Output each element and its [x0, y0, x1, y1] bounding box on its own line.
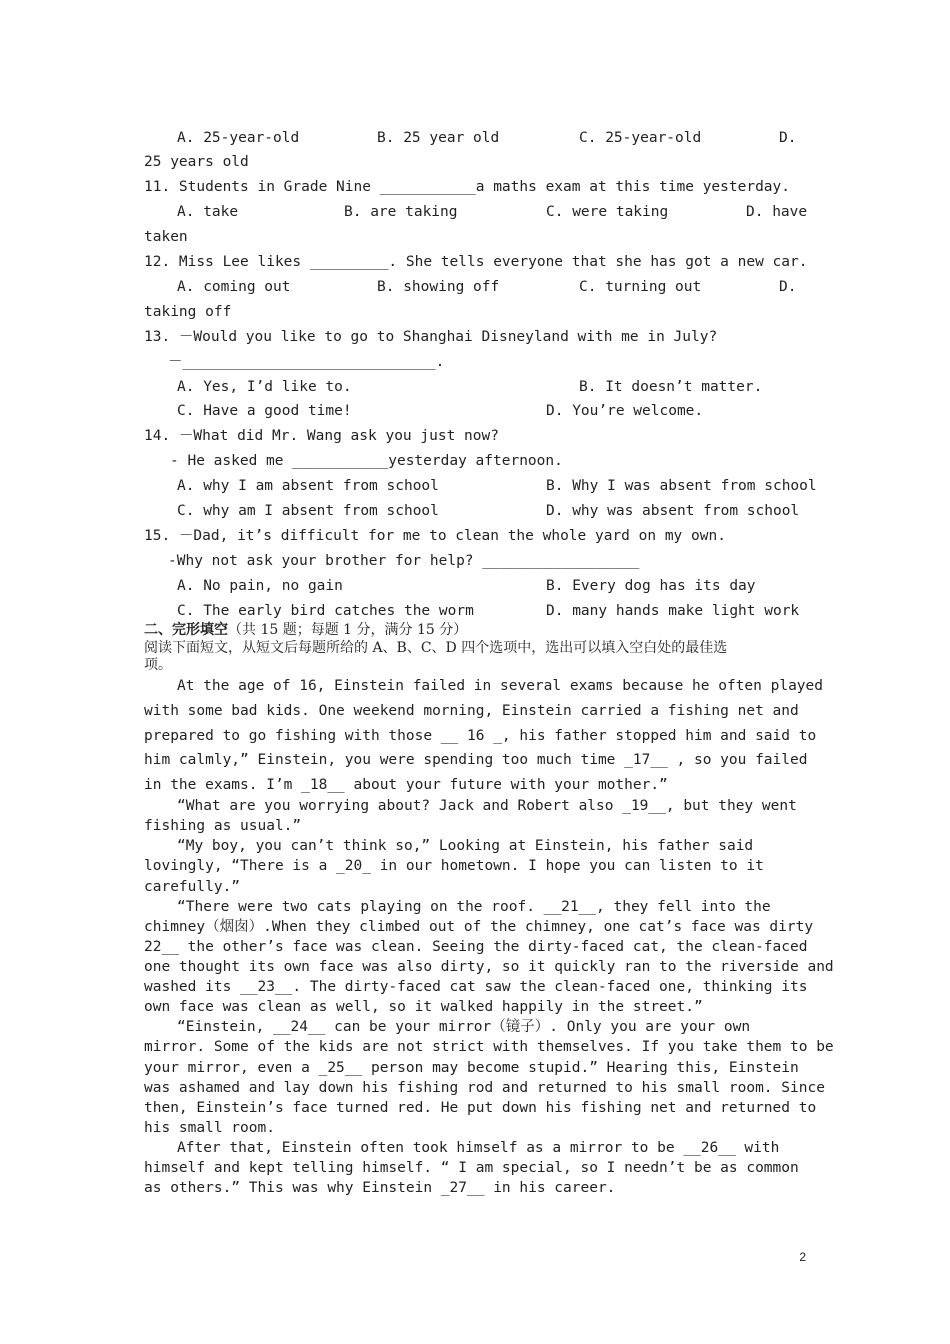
passage-line: in the exams. I’m _18__ about your future with your mother.”	[144, 777, 668, 793]
page-number: 2	[799, 1250, 806, 1264]
passage-line: fishing as usual.”	[144, 818, 302, 834]
passage-line: your mirror, even a _25__ person may become stupid.” Hearing this, Einstein	[144, 1060, 799, 1076]
q10-option-d: D.	[779, 130, 797, 146]
q12-option-a: A. coming out	[177, 279, 291, 295]
q13-reply: －_____________________________.	[168, 354, 445, 370]
passage-line: lovingly, “There is a _20_ in our hometown. I hope you can listen to it	[144, 858, 764, 874]
q11-option-a: A. take	[177, 204, 239, 220]
passage-line: himself and kept telling himself. “ I am special, so I needn’t be as common	[144, 1160, 799, 1176]
q11-option-d: D. have	[746, 204, 808, 220]
passage-line: “Einstein, __24__ can be your mirror（镜子）. Only you are your own	[177, 1019, 751, 1035]
q11-option-c: C. were taking	[546, 204, 669, 220]
q10-option-d-wrap: 25 years old	[144, 154, 249, 170]
passage-line: prepared to go fishing with those __ 16 _, his father stopped him and said to	[144, 728, 817, 744]
q12-option-c: C. turning out	[579, 279, 702, 295]
q13-option-d: D. You’re welcome.	[546, 403, 704, 419]
q15-option-c: C. The early bird catches the worm	[177, 603, 474, 619]
passage-line: At the age of 16, Einstein failed in several exams because he often played	[177, 678, 824, 694]
q13-stem: 13. －Would you like to go to Shanghai Disneyland with me in July?	[144, 329, 718, 345]
passage-line: mirror. Some of the kids are not strict with themselves. If you take them to be	[144, 1039, 834, 1055]
q14-option-d: D. why was absent from school	[546, 503, 800, 519]
passage-line: him calmly,” Einstein, you were spending too much time _17__ , so you failed	[144, 752, 808, 768]
section-heading-note: （共 15 题；每题 1 分，满分 15 分）	[228, 622, 468, 638]
q14-stem: 14. －What did Mr. Wang ask you just now?	[144, 428, 499, 444]
q14-reply: - He asked me ___________yesterday afternoon.	[170, 453, 563, 469]
q13-option-a: A. Yes, I’d like to.	[177, 379, 352, 395]
passage-line: own face was clean as well, so it walked happily in the street.”	[144, 999, 703, 1015]
passage-line: 22__ the other’s face was clean. Seeing the dirty-faced cat, the clean-faced	[144, 939, 808, 955]
section-instruction-line-1: 阅读下面短文，从短文后每题所给的 A、B、C、D 四个选项中，选出可以填入空白处的最佳选	[144, 640, 728, 656]
passage-line: “There were two cats playing on the roof. __21__, they fell into the	[177, 899, 771, 915]
q11-option-d-wrap: taken	[144, 229, 188, 245]
passage-line: washed its __23__. The dirty-faced cat saw the clean-faced one, thinking its	[144, 979, 808, 995]
q14-option-c: C. why am I absent from school	[177, 503, 439, 519]
q12-option-d: D.	[779, 279, 797, 295]
q10-option-c: C. 25-year-old	[579, 130, 702, 146]
passage-line: his small room.	[144, 1120, 275, 1136]
q10-option-b: B. 25 year old	[377, 130, 500, 146]
q14-option-b: B. Why I was absent from school	[546, 478, 817, 494]
passage-line: “What are you worrying about? Jack and Robert also _19__, but they went	[177, 798, 797, 814]
passage-line: carefully.”	[144, 879, 241, 895]
q12-option-b: B. showing off	[377, 279, 500, 295]
q11-stem: 11. Students in Grade Nine ___________a maths exam at this time yesterday.	[144, 179, 791, 195]
section-instruction-line-2: 项。	[144, 657, 172, 673]
q11-option-b: B. are taking	[344, 204, 458, 220]
q15-option-a: A. No pain, no gain	[177, 578, 343, 594]
q10-option-a: A. 25-year-old	[177, 130, 300, 146]
passage-line: After that, Einstein often took himself as a mirror to be __26__ with	[177, 1140, 780, 1156]
q15-option-d: D. many hands make light work	[546, 603, 800, 619]
q13-option-c: C. Have a good time!	[177, 403, 352, 419]
passage-line: then, Einstein’s face turned red. He put down his fishing net and returned to	[144, 1100, 817, 1116]
passage-line: as others.” This was why Einstein _27__ in his career.	[144, 1180, 616, 1196]
passage-line: with some bad kids. One weekend morning, Einstein carried a fishing net and	[144, 703, 799, 719]
passage-line: chimney（烟囱）.When they climbed out of the chimney, one cat’s face was dirty	[144, 919, 814, 935]
passage-line: was ashamed and lay down his fishing rod and returned to his small room. Since	[144, 1080, 825, 1096]
q12-option-d-wrap: taking off	[144, 304, 232, 320]
passage-line: one thought its own face was also dirty, so it quickly ran to the riverside and	[144, 959, 834, 975]
section-heading	[144, 621, 467, 639]
section-heading-title: 二、完形填空	[144, 622, 228, 638]
passage-line: “My boy, you can’t think so,” Looking at Einstein, his father said	[177, 838, 754, 854]
q13-option-b: B. It doesn’t matter.	[579, 379, 763, 395]
q14-option-a: A. why I am absent from school	[177, 478, 439, 494]
q15-option-b: B. Every dog has its day	[546, 578, 756, 594]
q15-stem: 15. －Dad, it’s difficult for me to clean the whole yard on my own.	[144, 528, 726, 544]
q12-stem: 12. Miss Lee likes _________. She tells everyone that she has got a new car.	[144, 254, 808, 270]
q15-reply: -Why not ask your brother for help? __________________	[168, 553, 640, 569]
